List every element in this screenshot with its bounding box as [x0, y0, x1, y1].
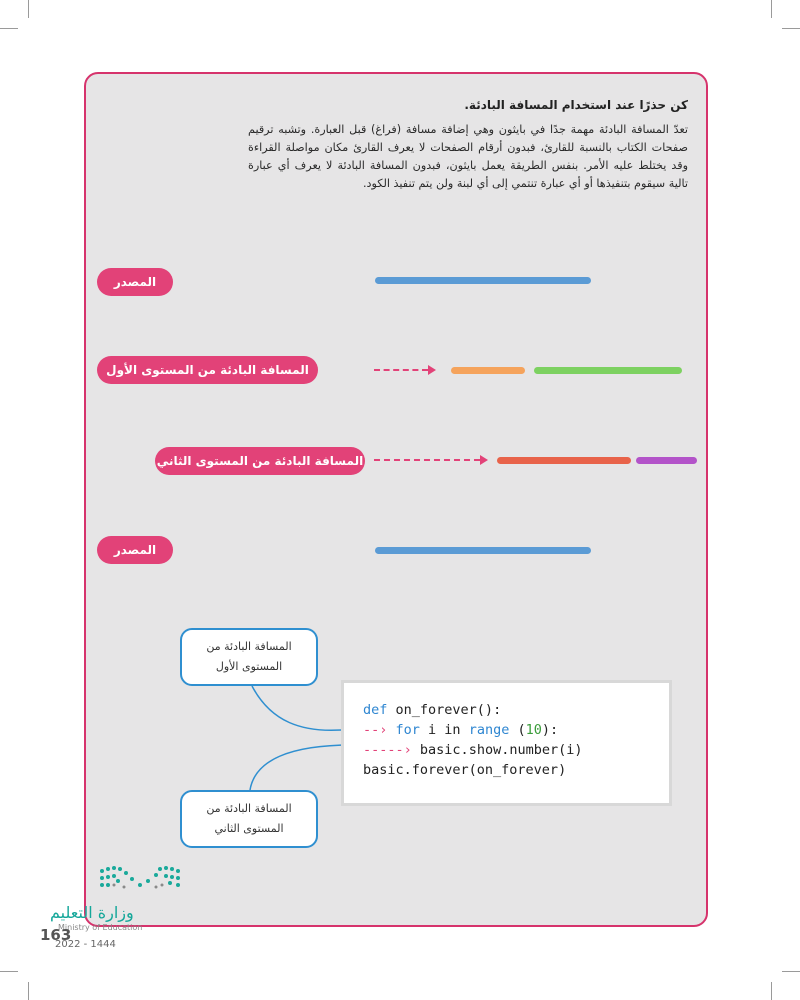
source-label-top: المصدر	[97, 268, 173, 296]
code-func-def: on_forever():	[395, 702, 502, 718]
code-for-close: ):	[541, 722, 559, 738]
level1-dashed-arrow-line	[374, 369, 428, 371]
level1-code-arrow-icon: --›	[363, 722, 388, 738]
ministry-name-en: Ministry of Education	[58, 923, 143, 932]
source-bar-top	[375, 277, 591, 284]
code-for-mid: i in	[419, 722, 469, 738]
callout-level1-line2: المستوى الأول	[215, 660, 283, 673]
ministry-name-ar: وزارة التعليم	[50, 903, 134, 922]
note-body: تعدّ المسافة البادئة مهمة جدًا في بايثون وهي إضافة مسافة (فراغ) قبل العبارة. وتشبه ترقيم صفحات الكتاب بالنسبة للقارئ، فبدون أرقام الصفحات لا يعرف القارئ مكان مواصلة القراءة وقد يختلط عليه الأمر. بنفس الطريقة يعمل بايثون، فبدون المسافة البادئة لا يعرف أي عبارة تالية سيقوم بتنفيذها أو أي عبارة تنتمي إلى أي لبنة ولن يتم تنفيذ الكود.	[248, 123, 688, 190]
level2-bar-red	[497, 457, 631, 464]
ministry-logo-icon	[98, 863, 190, 899]
code-keyword-def: def	[363, 702, 388, 718]
crop-mark	[771, 982, 772, 1000]
callout-level1	[180, 628, 318, 686]
code-keyword-range: range	[468, 722, 510, 738]
crop-mark	[782, 971, 800, 972]
page-number: 163	[40, 926, 72, 944]
crop-mark	[0, 28, 18, 29]
callout-level1-line1: المسافة البادئة من	[206, 640, 292, 653]
level2-bar-purple	[636, 457, 697, 464]
callout-level2-line1: المسافة البادئة من	[206, 802, 292, 815]
level2-code-arrow-icon: -----›	[363, 742, 412, 758]
code-line-4: basic.forever(on_forever)	[363, 762, 567, 778]
code-line-1	[363, 700, 501, 720]
level1-bar-green	[534, 367, 682, 374]
crop-mark	[28, 982, 29, 1000]
code-for-open: (	[509, 722, 526, 738]
callout-level2-line2: المستوى الثاني	[214, 822, 284, 835]
level1-indent-label: المسافة البادئة من المستوى الأول	[97, 356, 318, 384]
note-title: كن حذرًا عند استخدام المسافة البادئة.	[464, 98, 688, 112]
crop-mark	[782, 28, 800, 29]
code-block	[341, 680, 672, 806]
code-keyword-for: for	[395, 722, 420, 738]
code-number: 10	[525, 722, 542, 738]
code-line-3	[363, 740, 582, 760]
crop-mark	[28, 0, 29, 18]
level2-dashed-arrow-line	[374, 459, 480, 461]
level2-indent-label: المسافة البادئة من المستوى الثاني	[155, 447, 365, 475]
callout-level2	[180, 790, 318, 848]
source-label-bottom: المصدر	[97, 536, 173, 564]
code-show-number: basic.show.number(i)	[419, 742, 583, 758]
level1-arrowhead-icon	[428, 365, 436, 375]
code-line-2	[363, 720, 558, 740]
level1-bar-orange	[451, 367, 525, 374]
source-bar-bottom	[375, 547, 591, 554]
edition-year: 2022 - 1444	[55, 939, 116, 950]
crop-mark	[771, 0, 772, 18]
crop-mark	[0, 971, 18, 972]
level2-arrowhead-icon	[480, 455, 488, 465]
